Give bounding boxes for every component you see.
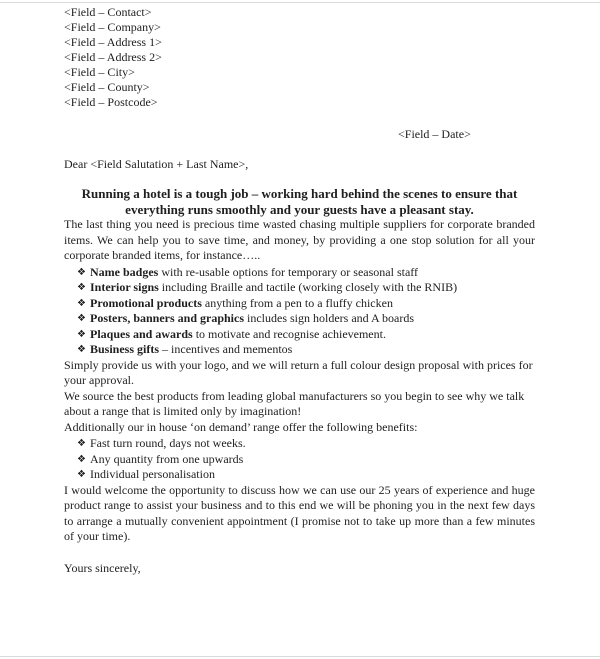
benefits-intro-line: Additionally our in house ‘on demand’ range offer the following benefits:	[64, 419, 418, 434]
recipient-field-placeholder: <Field – Address 1>	[64, 35, 162, 49]
product-bullet-lead: Interior signs	[90, 280, 159, 294]
product-bullet-text	[90, 296, 393, 312]
product-bullet-rest: with re-usable options for temporary or seasonal staff	[158, 264, 419, 279]
diamond-bullet-icon: ❖	[77, 282, 86, 293]
recipient-field-placeholder: <Field – Address 2>	[64, 50, 162, 64]
product-bullet-rest: anything from a pen to a fluffy chicken	[201, 295, 393, 310]
product-bullet-lead: Name badges	[90, 264, 159, 279]
diamond-bullet-icon: ❖	[77, 469, 86, 480]
source-paragraph: We source the best products from leading global manufacturers so you begin to see why we talk about a range that is limited only by imagination!	[64, 388, 525, 418]
diamond-bullet-icon: ❖	[77, 266, 86, 278]
recipient-field-placeholder: <Field – City>	[64, 65, 135, 79]
recipient-field-placeholder: <Field – Postcode>	[64, 95, 158, 109]
benefit-bullet-rest: Individual personalisation	[90, 467, 215, 481]
product-bullet-lead: Business gifts	[90, 342, 160, 356]
product-bullet-text	[90, 342, 292, 358]
recipient-field-placeholder: <Field – County>	[64, 80, 150, 94]
product-bullet-rest: includes sign holders and A boards	[244, 311, 414, 325]
product-bullet-item	[64, 311, 535, 327]
diamond-bullet-icon: ❖	[77, 313, 86, 324]
product-bullet-lead: Posters, banners and graphics	[90, 311, 245, 325]
product-bullet-item	[64, 265, 535, 281]
diamond-bullet-icon: ❖	[77, 344, 86, 355]
recipient-field-list	[64, 5, 535, 110]
product-bullet-text	[90, 311, 414, 327]
product-bullet-rest: – incentives and mementos	[159, 342, 293, 356]
diamond-bullet-icon: ❖	[77, 453, 86, 465]
product-bullet-rest: to motivate and recognise achievement.	[192, 326, 386, 341]
product-bullet-rest: including Braille and tactile (working closely with the RNIB)	[158, 280, 458, 294]
product-bullet-text	[90, 265, 418, 281]
benefit-bullet-list	[64, 436, 535, 483]
benefit-bullet-item	[64, 467, 535, 483]
salutation-line: Dear <Field Salutation + Last Name>,	[64, 157, 249, 171]
benefit-bullet-text	[90, 467, 215, 483]
product-bullet-list	[64, 265, 535, 358]
product-bullet-item	[64, 327, 535, 343]
benefit-bullet-item	[64, 436, 535, 452]
product-bullet-lead: Plaques and awards	[90, 326, 193, 341]
benefit-bullet-rest: Fast turn round, days not weeks.	[90, 436, 246, 450]
product-bullet-text	[90, 280, 457, 296]
benefit-bullet-rest: Any quantity from one upwards	[90, 451, 244, 466]
product-bullet-text	[90, 327, 386, 343]
benefit-bullet-text	[90, 436, 246, 452]
product-bullet-lead: Promotional products	[90, 295, 202, 310]
logo-paragraph: Simply provide us with your logo, and we will return a full colour design proposal with prices for your approval.	[64, 357, 533, 387]
page-bottom-edge	[0, 656, 600, 657]
signoff-line: Yours sincerely,	[64, 560, 141, 575]
product-bullet-item	[64, 342, 535, 358]
closing-paragraph: I would welcome the opportunity to discuss how we can use our 25 years of experience and huge product range to assist your business and to this end we will be phoning you in the next few days to arrange a mutually convenient appointment (I promise not to take up more than a few minutes of your time).	[64, 482, 535, 543]
date-field-placeholder: <Field – Date>	[398, 127, 471, 141]
intro-paragraph: The last thing you need is precious time wasted chasing multiple suppliers for corporate branded items. We can help you to save time, and money, by providing a one stop solution for all your corporate branded items, for instance…..	[64, 217, 535, 262]
recipient-field-placeholder: <Field – Company>	[64, 20, 161, 34]
product-bullet-item	[64, 296, 535, 312]
diamond-bullet-icon: ❖	[77, 438, 86, 449]
letter-headline: Running a hotel is a tough job – working hard behind the scenes to ensure that everything runs smoothly and your guests have a pleasant stay.	[81, 186, 518, 217]
diamond-bullet-icon: ❖	[77, 297, 86, 309]
diamond-bullet-icon: ❖	[77, 328, 86, 340]
recipient-field-placeholder: <Field – Contact>	[64, 5, 152, 19]
product-bullet-item	[64, 280, 535, 296]
benefit-bullet-item	[64, 452, 535, 468]
benefit-bullet-text	[90, 452, 243, 468]
